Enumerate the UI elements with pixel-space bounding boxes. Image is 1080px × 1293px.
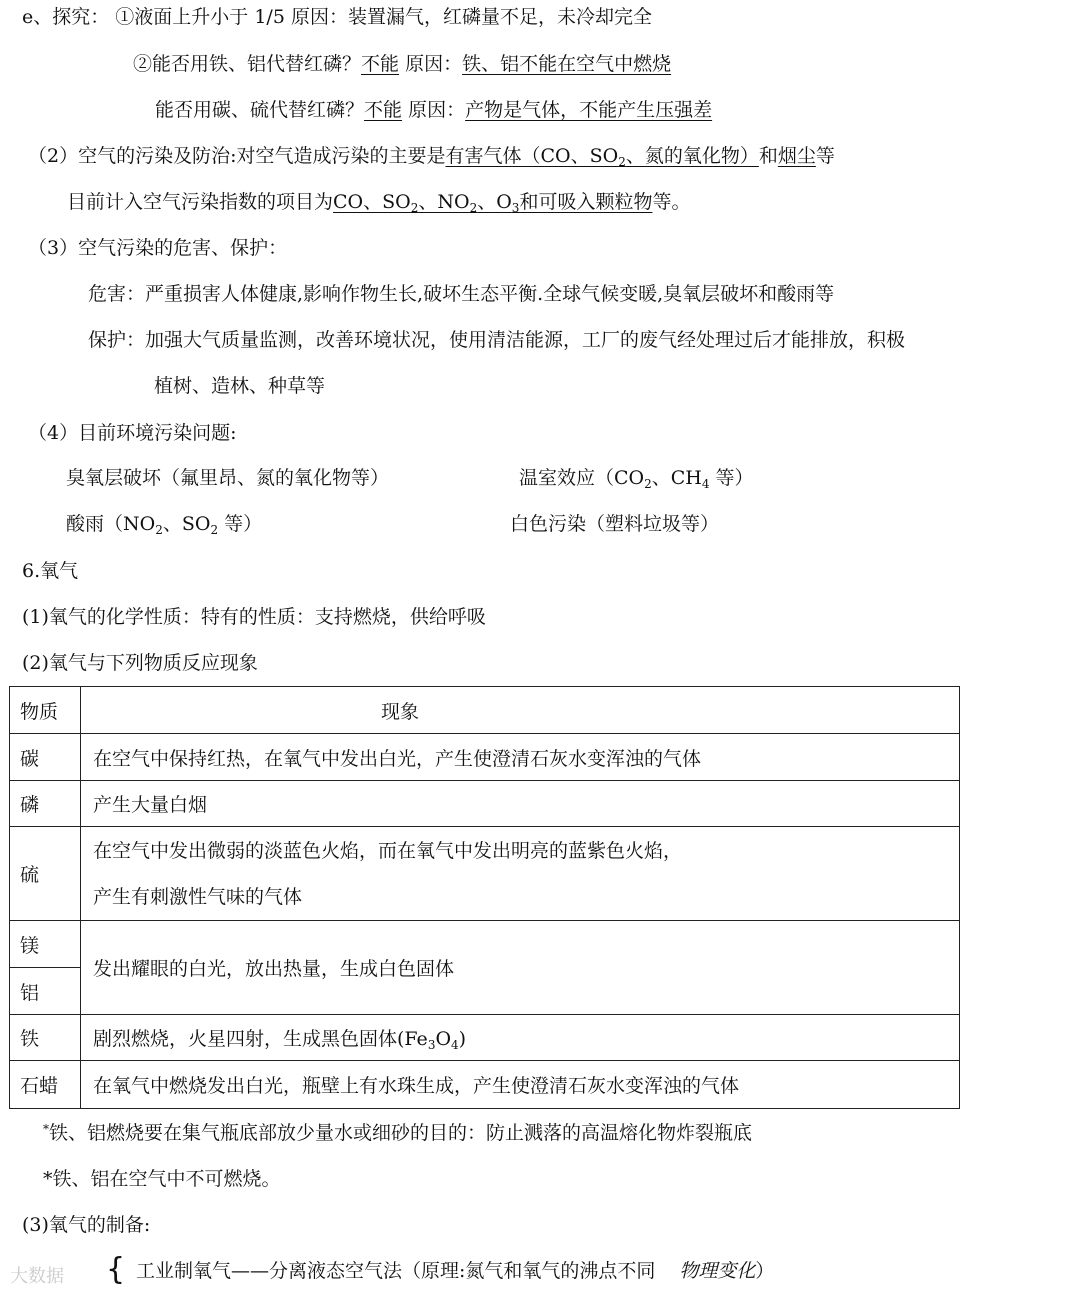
pollution-text: （2）空气的污染及防治:对空气造成污染的主要是 [28, 145, 446, 167]
oxygen-prep-heading: (3)氧气的制备: [22, 1214, 151, 1236]
oxygen-reaction-table [9, 686, 960, 1109]
note-water-sand: *铁、铝燃烧要在集气瓶底部放少量水或细砂的目的：防止溅落的高温熔化物炸裂瓶底 [43, 1122, 753, 1144]
substance-cell: 硫 [10, 827, 81, 921]
table-row [10, 921, 960, 968]
substance-cell: 铁 [10, 1015, 81, 1061]
table-row [10, 1061, 960, 1109]
reason-text: 铁、铝不能在空气中燃烧 [462, 53, 672, 75]
question-text: 能否用碳、硫代替红磷？ [155, 99, 365, 121]
phenomenon-cell: 在空气中保持红热，在氧气中发出白光，产生使澄清石灰水变浑浊的气体 [81, 734, 960, 781]
env-problems-heading: （4）目前环境污染问题: [28, 422, 237, 444]
acid-rain-item: 酸雨（$NO_2$、$SO_2$ 等） [66, 513, 263, 537]
reason-label: 原因： [402, 99, 466, 121]
phenomenon-cell: 产生大量白烟 [81, 781, 960, 827]
substance-cell: 碳 [10, 734, 81, 781]
explore-line-3 [155, 98, 712, 122]
industrial-oxygen-line: 工业制氧气——分离液态空气法（原理:氮气和氧气的沸点不同 物理变化） [136, 1260, 775, 1282]
explore-line-2 [133, 52, 671, 76]
greenhouse-item: 温室效应（$CO_2$、$CH_4$ 等） [519, 467, 754, 491]
ozone-item: 臭氧层破坏（氟里昂、氮的氧化物等） [66, 467, 390, 489]
question-text: ②能否用铁、铝代替红磷？ [133, 53, 362, 75]
answer-text: 不能 [364, 99, 403, 121]
table-header-row [10, 687, 960, 734]
oxygen-chem-property: (1)氧气的化学性质：特有的性质：支持燃烧，供给呼吸 [22, 606, 486, 628]
watermark: 大数据 [10, 1266, 64, 1287]
phenomenon-cell: 发出耀眼的白光，放出热量，生成白色固体 [81, 921, 960, 1015]
header-phenomenon: 现象 [81, 687, 960, 734]
pollution-harm-heading: （3）空气污染的危害、保护： [28, 237, 288, 259]
pollution-index-line: 目前计入空气污染指数的项目为CO、$SO_2$、$NO_2$、$O_3$和可吸入颗粒物等。 [67, 191, 691, 215]
table-row [10, 1015, 960, 1061]
phenomenon-cell: 在氧气中燃烧发出白光，瓶壁上有水珠生成，产生使澄清石灰水变浑浊的气体 [81, 1061, 960, 1109]
protect-line-1: 保护：加强大气质量监测，改善环境状况，使用清洁能源，工厂的废气经处理过后才能排放，积极 [88, 329, 906, 351]
header-substance: 物质 [10, 687, 81, 734]
substance-cell: 铝 [10, 968, 81, 1015]
dust-underlined: 烟尘 [777, 145, 816, 167]
pollution-cause-line: （2）空气的污染及防治:对空气造成污染的主要是有害气体（CO、$SO_2$、氮的氧化物）和烟尘等 [28, 145, 835, 169]
phenomenon-cell: 在空气中发出微弱的淡蓝色火焰，而在氧气中发出明亮的蓝紫色火焰， 产生有刺激性气味的气体 [81, 827, 960, 921]
harm-line: 危害：严重损害人体健康,影响作物生长,破坏生态平衡.全球气候变暖,臭氧层破坏和酸雨等 [88, 283, 835, 305]
oxygen-section-title: 6.氧气 [22, 560, 79, 582]
substance-cell: 镁 [10, 921, 81, 968]
table-row [10, 781, 960, 827]
reason-label: 原因： [399, 53, 463, 75]
oxygen-reaction-heading: (2)氧气与下列物质反应现象 [22, 652, 258, 674]
index-items-underlined: CO、$SO_2$、$NO_2$、$O_3$和可吸入颗粒物 [333, 191, 653, 215]
reason-text: 产物是气体，不能产生压强差 [465, 99, 713, 121]
substance-cell: 石蜡 [10, 1061, 81, 1109]
white-pollution-item: 白色污染（塑料垃圾等） [510, 513, 720, 535]
phenomenon-cell: 剧烈燃烧，火星四射，生成黑色固体$(Fe_3O_4)$ [81, 1015, 960, 1061]
substance-cell: 磷 [10, 781, 81, 827]
note-not-burn-in-air: *铁、铝在空气中不可燃烧。 [43, 1168, 281, 1190]
explore-line-1: e、探究： ①液面上升小于 1/5 原因：装置漏气，红磷量不足，未冷却完全 [22, 6, 652, 28]
brace-symbol: { [106, 1252, 126, 1287]
table-row [10, 827, 960, 921]
answer-text: 不能 [361, 53, 400, 75]
pollutant-underlined: 有害气体（CO、$SO_2$、氮的氧化物） [445, 145, 759, 169]
protect-line-2: 植树、造林、种草等 [154, 375, 326, 397]
table-row [10, 734, 960, 781]
